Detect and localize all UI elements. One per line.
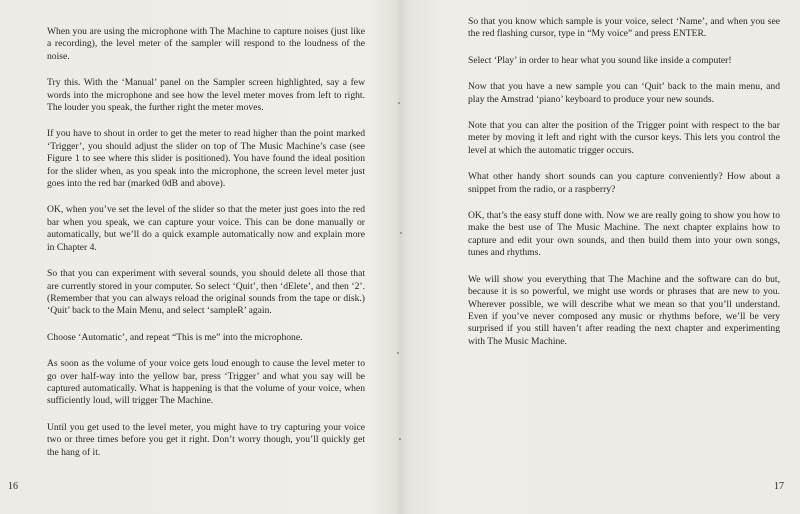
right-paragraph-5: What other handy short sounds can you capture conveniently? How about a snippet from the radio, or a raspberry? xyxy=(468,171,780,195)
left-paragraph-2: Try this. With the ‘Manual’ panel on the Sampler screen highlighted, say a few words into the microphone and see how the level meter moves from left to right. The louder you speak, the further right the meter moves. xyxy=(47,77,365,114)
right-paragraph-4: Note that you can alter the position of the Trigger point with respect to the bar meter by moving it left and right with the cursor keys. This lets you control the level at which the automatic trigger occurs. xyxy=(468,120,780,156)
left-paragraph-5: So that you can experiment with several sounds, you should delete all those that are currently stored in your computer. So select ‘Quit’, then ‘dElete’, and then ‘2’. (Remember that you can always reload the original sounds from the tape or disk.) ‘Quit’ back to the Main Menu, and select ‘sampleR’ again. xyxy=(47,268,365,317)
left-paragraph-7: As soon as the volume of your voice gets loud enough to cause the level meter to go over half-way into the yellow bar, press ‘Trigger’ and what you say will be captured automatically. What is happening is that the volume of your voice, when sufficiently loud, will trigger The Machine. xyxy=(47,358,365,407)
page-number-right: 17 xyxy=(774,481,784,492)
left-paragraph-1: When you are using the microphone with The Machine to capture noises (just like a recording), the level meter of the sampler will respond to the loudness of the noise. xyxy=(47,26,365,62)
paper-speck xyxy=(397,352,399,354)
right-paragraph-7: We will show you everything that The Machine and the software can do but, because it is so powerful, we might use words or phrases that are new to you. Wherever possible, we will describe what we mean so that you’ll understand. Even if you’ve never composed any music or rhythms before, we’ll be very surprised if you still haven’t after reading the next chapter and experimenting with The Music Machine. xyxy=(468,273,780,347)
right-paragraph-3: Now that you have a new sample you can ‘Quit’ back to the main menu, and play the Amstrad ‘piano’ keyboard to produce your new sounds. xyxy=(468,81,780,105)
right-page-text xyxy=(468,16,780,362)
paper-speck xyxy=(398,102,400,104)
left-paragraph-8: Until you get used to the level meter, you might have to try capturing your voice two or three times before you get it right. Don’t worry though, you’ll quickly get the hang of it. xyxy=(47,421,365,458)
right-paragraph-1: So that you know which sample is your voice, select ‘Name’, and when you see the red flashing cursor, type in “My voice” and press ENTER. xyxy=(468,16,780,40)
left-paragraph-3: If you have to shout in order to get the meter to read higher than the point marked ‘Trigger’, you should adjust the slider on top of The Music Machine’s case (see Figure 1 to see where this slider is positioned). You have found the ideal position for the slider when, as you speak into the microphone, the screen level meter just goes into the red bar (marked 0dB and above). xyxy=(47,128,365,190)
paper-speck xyxy=(400,232,402,234)
left-paragraph-4: OK, when you’ve set the level of the slider so that the meter just goes into the red bar when you speak, we can capture your voice. This can be done manually or automatically, but we’ll do a quick example automatically now and explain more in Chapter 4. xyxy=(47,204,365,253)
right-paragraph-2: Select ‘Play’ in order to hear what you sound like inside a computer! xyxy=(468,54,732,66)
right-paragraph-6: OK, that’s the easy stuff done with. Now we are really going to show you how to make the best use of The Music Machine. The next chapter explains how to capture and edit your own sounds, and then build them into your own songs, tunes and rhythms. xyxy=(468,210,780,259)
left-paragraph-6: Choose ‘Automatic’, and repeat “This is me” into the microphone. xyxy=(47,331,303,343)
page-number-left: 16 xyxy=(8,481,18,492)
paper-speck xyxy=(399,438,401,440)
left-page-text xyxy=(47,26,365,473)
right-page xyxy=(400,0,800,514)
